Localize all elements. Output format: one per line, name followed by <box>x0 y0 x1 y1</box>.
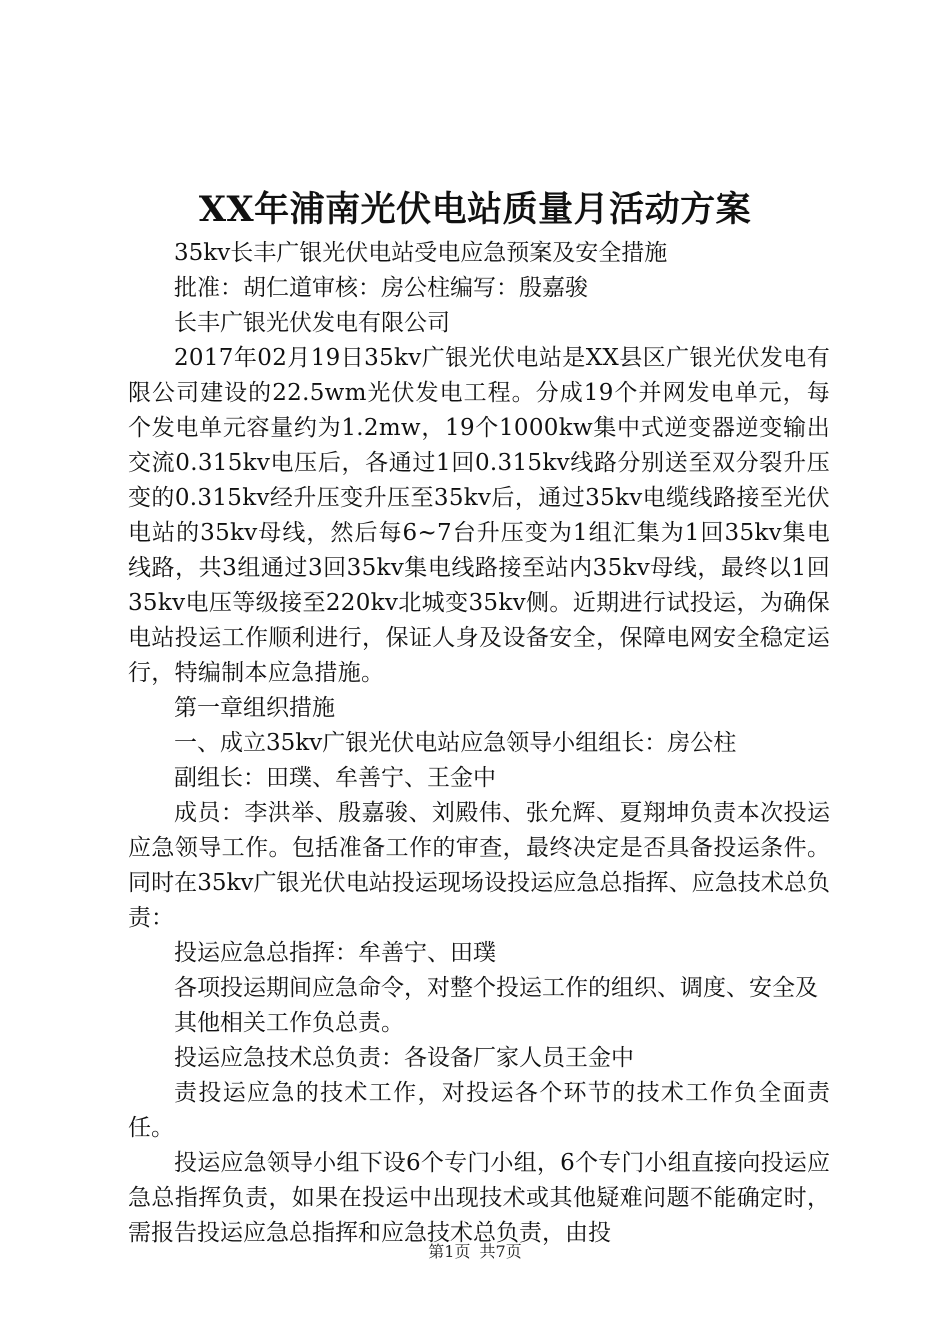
document-title: XX年浦南光伏电站质量月活动方案 <box>198 189 752 230</box>
paragraph-commander-duty-cont: 其他相关工作负总责。 <box>174 1010 404 1036</box>
paragraph-tech-duty: 责投运应急的技术工作，对投运各个环节的技术工作负全面责任。 <box>128 1080 830 1141</box>
paragraph-company: 长丰广银光伏发电有限公司 <box>174 310 450 336</box>
page-footer <box>0 1241 950 1263</box>
paragraph-overview: 2017年02月19日35kv广银光伏电站是XX县区广银光伏发电有限公司建设的22.5wm光伏发电工程。分成19个并网发电单元，每个发电单元容量约为1.2mw，19个1000kw集中式逆变器逆变输出交流0.315kv电压后，各通过1回0.315kv线路分别送至双分裂升压变的0.315kv经升压变升压至35kv后，通过35kv电缆线路接至光伏电站的35kv母线，然后每6~7台升压变为1组汇集为1回35kv集电线路，共3组通过3回35kv集电线路接至站内35kv母线，最终以1回35kv电压等级接至220kv北城变35kv侧。近期进行试投运，为确保电站投运工作顺利进行，保证人身及设备安全，保障电网安全稳定运行，特编制本应急措施。 <box>128 345 830 686</box>
paragraph-members: 成员：李洪举、殷嘉骏、刘殿伟、张允辉、夏翔坤负责本次投运应急领导工作。包括准备工作的审查，最终决定是否具备投运条件。同时在35kv广银光伏电站投运现场设投运应急总指挥、应急技术总负责： <box>128 800 830 931</box>
paragraph-deputy-leaders: 副组长：田璞、牟善宁、王金中 <box>174 765 496 791</box>
paragraph-commander: 投运应急总指挥：牟善宁、田璞 <box>174 940 496 966</box>
document-body <box>128 236 830 1251</box>
paragraph-approval: 批准：胡仁道审核：房公柱编写：殷嘉骏 <box>174 275 588 301</box>
paragraph-chapter-heading: 第一章组织措施 <box>174 695 335 721</box>
paragraph-subtitle: 35kv长丰广银光伏电站受电应急预案及安全措施 <box>174 240 668 266</box>
page-total: 共7页 <box>479 1242 522 1261</box>
paragraph-subgroups: 投运应急领导小组下设6个专门小组，6个专门小组直接向投运应急总指挥负责，如果在投运中出现技术或其他疑难问题不能确定时，需报告投运应急总指挥和应急技术总负责，由投 <box>128 1150 830 1246</box>
paragraph-tech-lead: 投运应急技术总负责：各设备厂家人员王金中 <box>174 1045 634 1071</box>
page-number: 第1页 <box>428 1242 471 1261</box>
paragraph-commander-duty: 各项投运期间应急命令，对整个投运工作的组织、调度、安全及 <box>174 975 818 1001</box>
paragraph-section-one: 一、成立35kv广银光伏电站应急领导小组组长：房公柱 <box>174 730 737 756</box>
